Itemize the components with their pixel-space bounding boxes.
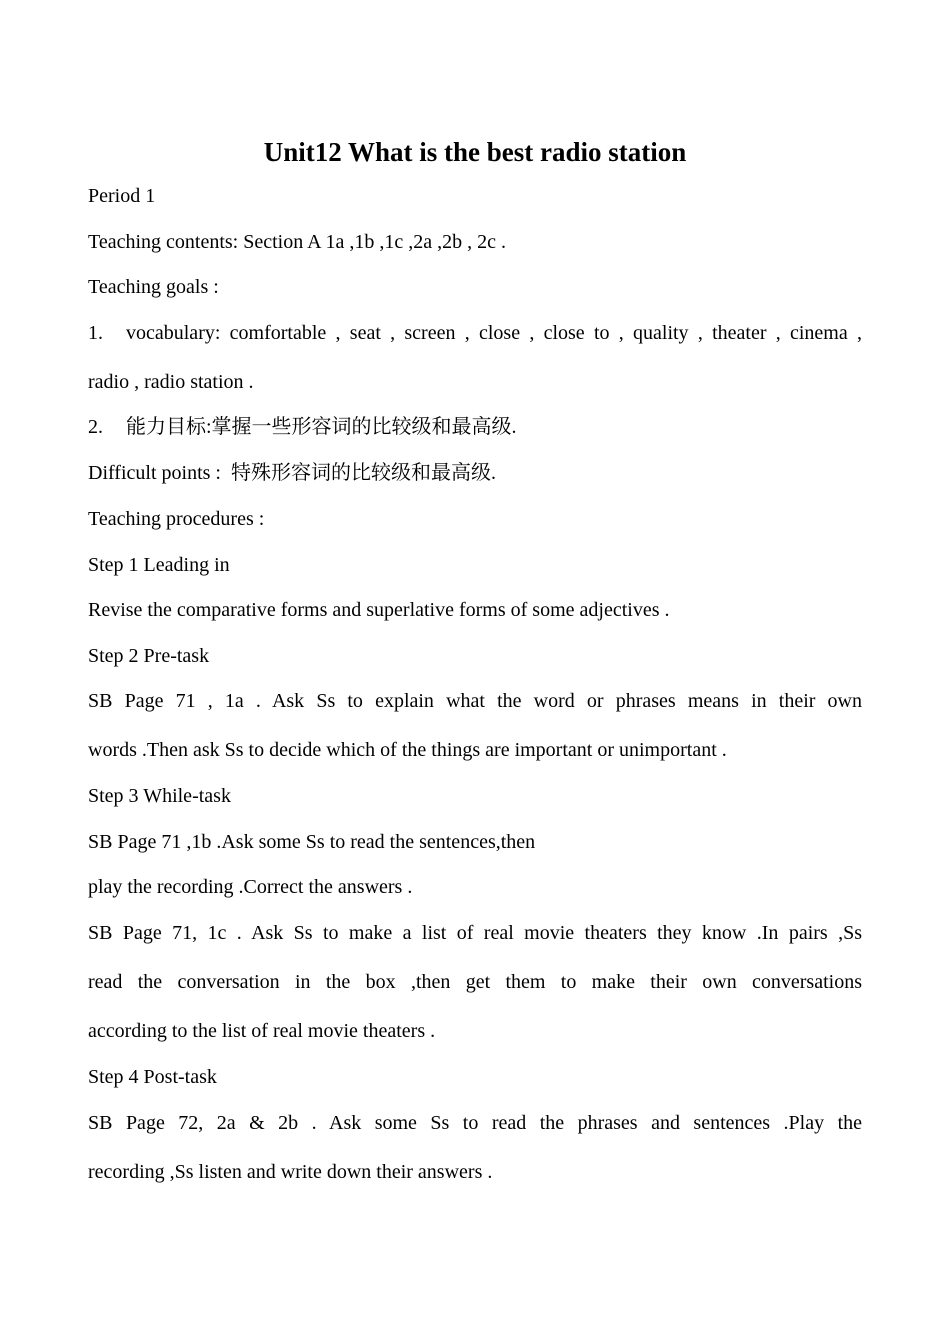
difficult-points-text: 特殊形容词的比较级和最高级. <box>230 462 496 484</box>
goal-2-text: 能力目标:掌握一些形容词的比较级和最高级. <box>126 416 517 438</box>
step-2-body-line-2: words .Then ask Ss to decide which of the things are important or unimportant . <box>88 739 727 761</box>
step-1-body: Revise the comparative forms and superlative forms of some adjectives . <box>88 599 670 621</box>
difficult-points-label: Difficult points : <box>88 462 221 484</box>
goal-1-line-2: radio , radio station . <box>88 371 254 393</box>
step-3-para-2-line-1: SB Page 71, 1c . Ask Ss to make a list of real movie theaters they know .In pairs ,Ss <box>88 922 862 944</box>
goal-2-number: 2. <box>88 416 103 438</box>
goal-1-text: vocabulary: comfortable , seat , screen , close , close to , quality , theater , cinema , <box>126 322 862 344</box>
goal-1-number: 1. <box>88 322 103 344</box>
step-3-para-2-line-3: according to the list of real movie theaters . <box>88 1020 436 1042</box>
difficult-points-line <box>88 459 862 487</box>
step-4-heading: Step 4 Post-task <box>88 1066 217 1088</box>
step-3-para-1-line-2: play the recording .Correct the answers . <box>88 876 413 898</box>
step-1-heading: Step 1 Leading in <box>88 554 230 576</box>
teaching-goals-label: Teaching goals : <box>88 276 219 298</box>
step-2-body-line-1: SB Page 71 , 1a . Ask Ss to explain what the word or phrases means in their own <box>88 690 862 712</box>
teaching-contents-line: Teaching contents: Section A 1a ,1b ,1c ,2a ,2b , 2c . <box>88 231 506 253</box>
procedures-label: Teaching procedures : <box>88 508 265 530</box>
step-3-para-2-line-2: read the conversation in the box ,then get them to make their own conversations <box>88 971 862 993</box>
document-title: Unit12 What is the best radio station <box>263 137 687 167</box>
step-2-heading: Step 2 Pre-task <box>88 645 210 667</box>
goal-2-line <box>88 413 862 441</box>
step-3-para-1-line-1: SB Page 71 ,1b .Ask some Ss to read the sentences,then <box>88 831 536 853</box>
step-4-body-line-1: SB Page 72, 2a & 2b . Ask some Ss to read the phrases and sentences .Play the <box>88 1112 862 1134</box>
step-4-body-line-2: recording ,Ss listen and write down their answers . <box>88 1161 493 1183</box>
period-line: Period 1 <box>88 185 156 207</box>
goal-1-line-1 <box>88 319 862 347</box>
step-3-heading: Step 3 While-task <box>88 785 231 807</box>
